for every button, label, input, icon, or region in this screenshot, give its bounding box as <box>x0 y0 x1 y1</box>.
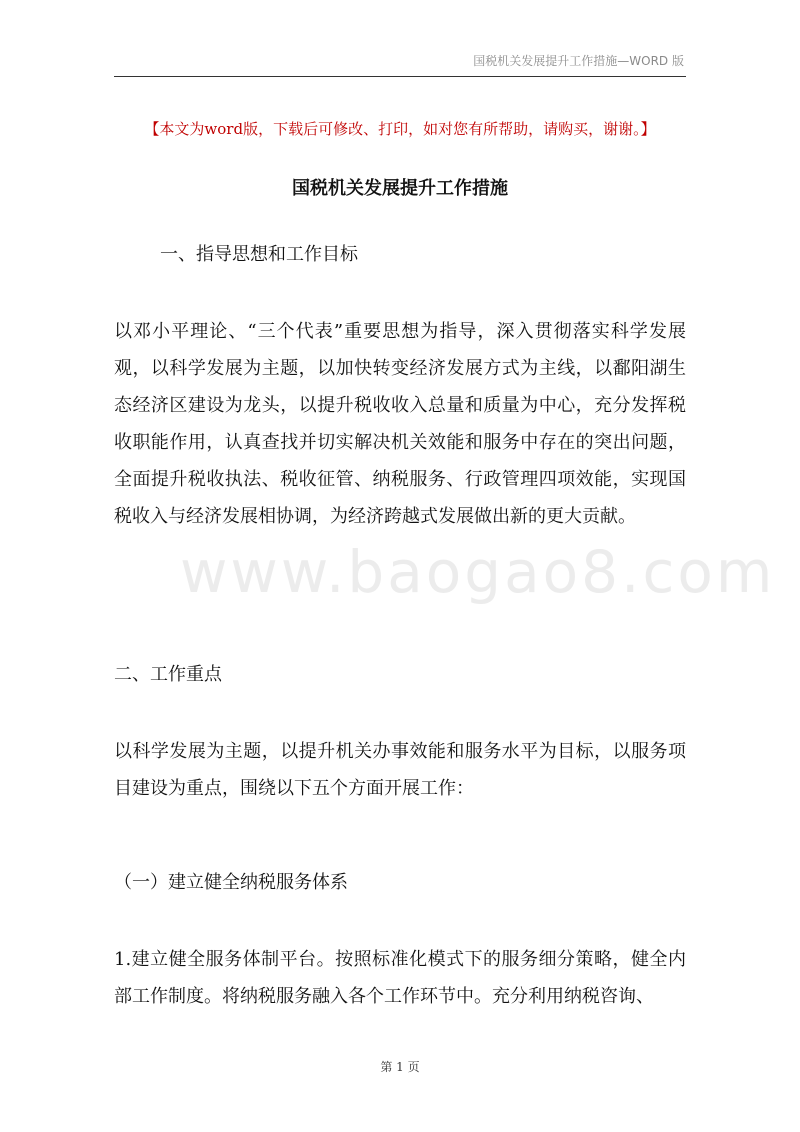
subsection-1-body: 1.建立健全服务体制平台。按照标准化模式下的服务细分策略，健全内部工作制度。将纳税服务融入各个工作环节中。充分利用纳税咨询、 <box>114 949 686 1007</box>
subsection-1-heading: （一）建立健全纳税服务体系 <box>114 872 348 893</box>
section-1-body: 以邓小平理论、“三个代表”重要思想为指导，深入贯彻落实科学发展观，以科学发展为主题，以加快转变经济发展方式为主线，以鄱阳湖生态经济区建设为龙头，以提升税收收入总量和质量为中心，充分发挥税收职能作用，认真查找并切实解决机关效能和服务中存在的突出问题，全面提升税收执法、税收征管、纳税服务、行政管理四项效能，实现国税收入与经济发展相协调，为经济跨越式发展做出新的更大贡献。 <box>114 321 686 527</box>
document-title: 国税机关发展提升工作措施 <box>292 178 508 199</box>
page-number: 第 1 页 <box>380 1060 420 1074</box>
running-header: 国税机关发展提升工作措施—WORD 版 <box>473 54 684 68</box>
section-1-heading: 一、指导思想和工作目标 <box>160 244 358 265</box>
watermark: www.baogao8.com <box>180 538 776 606</box>
download-notice: 【本文为word版，下载后可修改、打印，如对您有所帮助，请购买，谢谢。】 <box>144 120 656 138</box>
section-2-heading: 二、工作重点 <box>114 664 222 685</box>
section-2-body: 以科学发展为主题，以提升机关办事效能和服务水平为目标，以服务项目建设为重点，围绕以下五个方面开展工作： <box>114 741 686 799</box>
header-rule <box>114 76 686 77</box>
